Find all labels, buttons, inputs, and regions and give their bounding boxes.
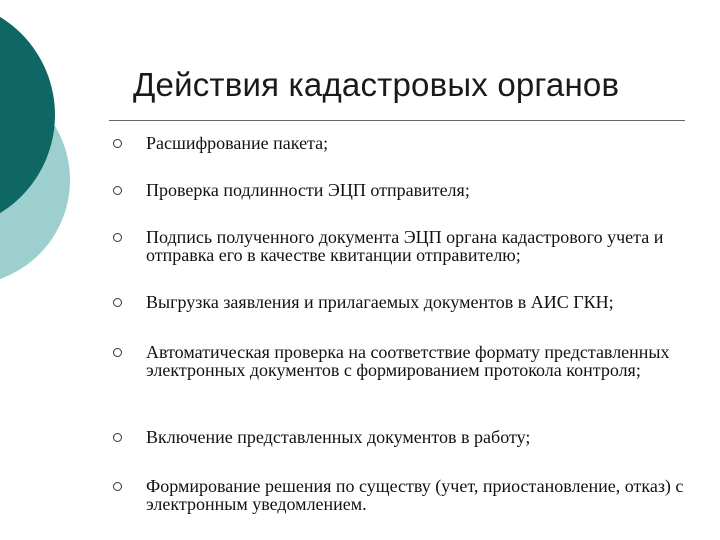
list-item-text: Проверка подлинности ЭЦП отправителя; (146, 180, 470, 200)
circle-bullet-icon (113, 482, 122, 491)
list-item-text: Подпись полученного документа ЭЦП органа кадастрового учета и отправка его в качестве квитанции отправителю; (146, 227, 664, 265)
circle-bullet-icon (113, 298, 122, 307)
circle-bullet-icon (113, 348, 122, 357)
list-item-text: Расшифрование пакета; (146, 133, 329, 153)
circle-bullet-icon (113, 233, 122, 242)
slide-title: Действия кадастровых органов (133, 66, 620, 103)
circle-bullet-icon (113, 139, 122, 148)
circle-bullet-icon (113, 186, 122, 195)
list-item-text: Автоматическая проверка на соответствие формату представленных электронных документов с формированием протокола контроля; (146, 342, 670, 380)
list-item-text: Формирование решения по существу (учет, приостановление, отказ) с электронным уведомлением. (146, 476, 684, 514)
list-item-text: Выгрузка заявления и прилагаемых документов в АИС ГКН; (146, 292, 614, 312)
circle-bullet-icon (113, 433, 122, 442)
list-item-text: Включение представленных документов в работу; (146, 427, 531, 447)
